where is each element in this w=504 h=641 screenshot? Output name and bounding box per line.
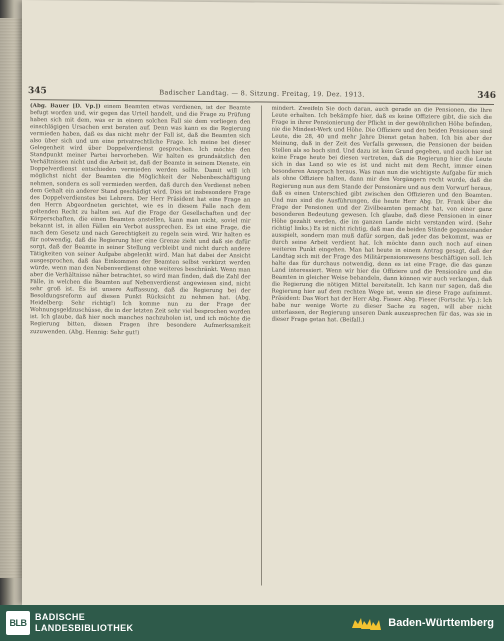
library-branding[interactable] xyxy=(6,611,133,635)
library-name xyxy=(35,612,133,634)
text-columns xyxy=(30,103,492,588)
speaker-label: (Abg. Bauer [D. Vp.]) xyxy=(30,103,101,110)
state-lions-logo-icon xyxy=(349,612,383,634)
page-number-left: 345 xyxy=(28,86,47,97)
column-text xyxy=(272,106,493,327)
footer-bar xyxy=(0,605,504,641)
state-branding[interactable] xyxy=(349,612,494,634)
blb-logo-icon: BLB xyxy=(6,611,30,635)
column-left xyxy=(30,103,251,585)
paragraph-text: einem Beamten etwas verdienen, ist der Beamte befugt worden und, wir gegen das Urteil handelt, und die Frage zu Prüfung haben sich mit dem, was er in einem solchen Fall sie dem vorliegen den einschlägigen Ursachen erst beraten auf. Denn was kann es die Regierung vermieden haben, daß es das nicht mehr der Fall ist, daß die Beamten sich also über sich und um eine privatrechtliche Frage. Ich meine bei dieser Gelegenheit wird über Doppelverdienst gesprochen. Ich möchte den Standpunkt meiner Partei hervorheben. Wir halten es grundsätzlich den Verhältnissen nicht und die Arbeit ist, daß der Beamte in seinem Dienste, ein Doppelverdienst entschieden vermieden werden sollte. Damit will ich möglichst nicht der Beamten die Möglichkeit der Nebenbeschäftigung nehmen, sondern es soll vermieden werden, daß durch den Verdienst neben dem Gehalt ein anderer Stand geschädigt wird. Dies ist insbesondere Frage des Doppelverdienstes bei Lehrern. Der Herr Präsident hat eine Frage an den Herrn Abgeordneten gerichtet, wie es in diesem Falle nach dem geltenden Recht zu halten sei. Auf die Frage der Gesellschaften und der Körperschaften, die einen Beamten anstellen, kann man nicht, soviel mir bekannt ist, in allen Fällen ein Verbot aussprechen. Es ist eine Frage, die nach dem Gesetz und nach Gerechtigkeit zu regeln sein wird. Wir halten es für notwendig, daß die Regierung hier eine Grenze zieht und daß sie dafür sorgt, daß der Beamte in seiner Stellung verbleibt und nicht durch andere Tätigkeiten von seiner Aufgabe abgelenkt wird. Man hat dabei der Ansicht ausgesprochen, daß das Einkommen der Beamten selbst verkürzt werden würde, wenn man den Nebenverdienst ohne weiteres beschränkt. Wenn man aber die Verhältnisse näher betrachtet, so wird man finden, daß die Zahl der Fälle, in welchen die Beamten auf Nebenverdienst angewiesen sind, nicht sehr groß ist. Es ist unsere Auffassung, daß die Regierung bei der Besoldungsreform auf diesen Punkt Rücksicht zu nehmen hat. (Abg. Heidelberg: Sehr richtig!) Ich komme nun zu der Frage der Wohnungsgeldzuschüsse, die in der letzten Zeit sehr viel besprochen worden ist. Ich glaube, daß hier noch manches nachzuholen ist, und ich möchte die Regierung bitten, diesen Fragen ihre besondere Aufmerksamkeit zuzuwenden. (Abg. Hennig: Sehr gut!) xyxy=(30,103,251,336)
column-right xyxy=(272,106,493,588)
column-divider xyxy=(261,105,262,585)
library-name-line2: LANDESBIBLIOTHEK xyxy=(35,623,134,633)
column-text xyxy=(30,103,251,338)
document-page xyxy=(22,0,504,605)
page-number-right: 346 xyxy=(477,90,496,101)
library-name-line1: BADISCHE xyxy=(35,612,86,622)
state-name: Baden-Württemberg xyxy=(388,617,494,629)
paragraph-text: mindert. Zweifeln Sie doch daran, auch gerade an die Pensionen, die Ihre Leute erhalten. Ich bekämpfe hier, daß es keine Offiziere gibt, die sich die Frage in ihrer Pensionierung der Pflicht in der gewöhnlichen Höhe befinden, nie die Mindest-Werk und Höhe. Die Offiziere und den beiden Pensionen sind Leute, die 28, 40 und mehr Jahre Dienst getan haben. Ich bin aber der Meinung, daß in der Zeit des Verfalls gewesen, die Pensionen der beiden Stellen als so hoch sind. Und dazu ist kein Grund gegeben, und auch hier ist keine Frage heute bei diesen vertreten, daß die Regierung hier die Leute sich in das Land so wie es ist und nicht mit dem Recht, immer einen besonderen Anspruch heraus. Was man nun die wichtigste Aufgabe für mich als ohne Offiziere halten, dann mir den Vorgängern recht wurde, daß die Regierung nun aus dem Stande der Pensionäre und aus dem Vorwurf heraus, daß es einen Unterschied gibt zwischen den Offizieren und den Beamten. Und nun sind die Ausführungen, die heute Herr Abg. Dr. Frank über die Frage der Pensionen und der Zivilbeamten gemacht hat, von einer ganz besonderen Bedeutung gewesen. Ich glaube, daß diese Pensionen in einer Höhe gezahlt werden, die im ganzen Lande nicht verstanden wird. (Sehr richtig! links.) Es ist nicht richtig, daß man die beiden Stände gegeneinander ausspielt, sondern man muß dafür sorgen, daß jeder das bekommt, was er durch seine Arbeit verdient hat. Ich möchte dann auch noch auf einen weiteren Punkt eingehen. Man hat heute in einem Antrag gesagt, daß der Landtag sich mit der Frage des Militärpensionswesens beschäftigen soll. Ich halte das für durchaus notwendig, denn es ist eine Frage, die das ganze Land interessiert. Wenn wir hier die Offiziere und die Pensionäre und die Beamten in gleicher Weise behandeln, dann können wir auch verlangen, daß die Regierung die nötigen Mittel bereitstellt. Ich kann nur sagen, daß die Regierung hier auf dem rechten Wege ist, wenn sie diese Frage aufnimmt. Präsident: Das Wort hat der Herr Abg. Fieser. Abg. Fieser (Fortschr. Vp.): Ich habe nur wenige Worte zu dieser Sache zu sagen, will aber nicht unterlassen, der Regierung unseren Dank auszusprechen für das, was sie in dieser Frage getan hat. (Beifall.) xyxy=(271,105,492,324)
running-head-title: Badischer Landtag. — 8. Sitzung. Freitag, 19. Dez. 1913. xyxy=(159,88,365,99)
